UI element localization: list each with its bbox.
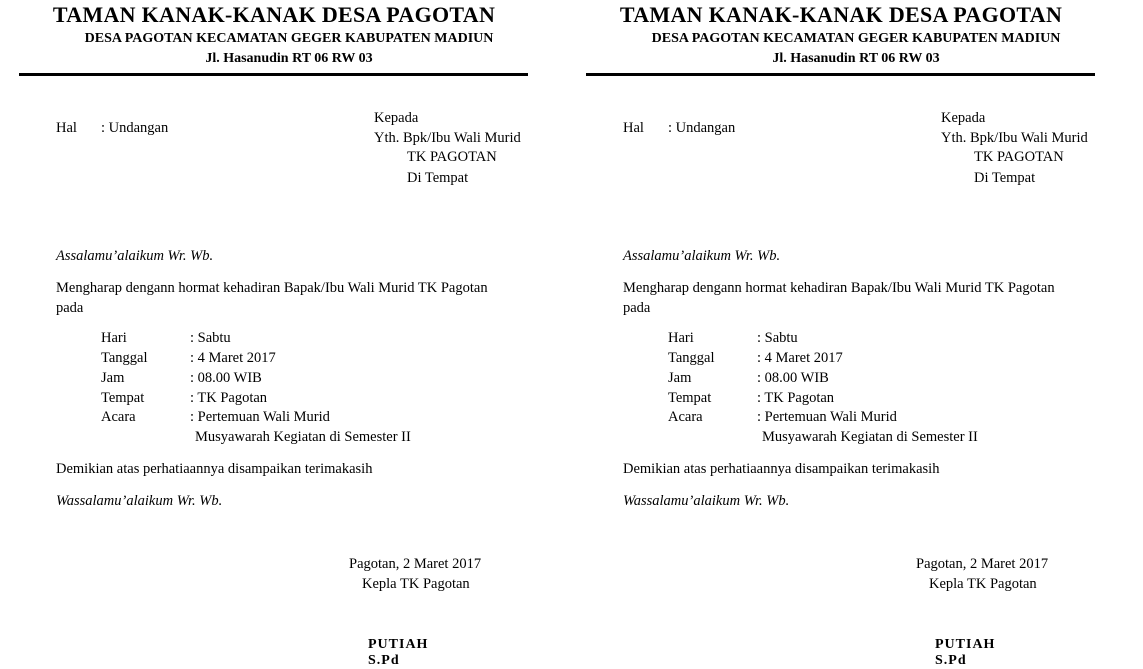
detail-value-acara: : Pertemuan Wali Murid (757, 409, 897, 425)
hal-label: Hal (623, 120, 644, 136)
detail-label-jam: Jam (668, 370, 692, 386)
recipient-line3: Di Tempat (407, 170, 469, 186)
farewell: Wassalamu’alaikum Wr. Wb. (623, 493, 790, 509)
detail-label-acara: Acara (668, 409, 703, 425)
detail-label-jam: Jam (101, 370, 125, 386)
closing: Demikian atas perhatiaannya disampaikan terimakasih (56, 461, 373, 477)
detail-label-tempat: Tempat (668, 390, 712, 406)
header-divider (19, 73, 528, 76)
detail-label-hari: Hari (668, 330, 694, 346)
recipient-line2: TK PAGOTAN (407, 149, 497, 165)
detail-value-tanggal: : 4 Maret 2017 (190, 350, 276, 366)
recipient-line1: Yth. Bpk/Ibu Wali Murid (941, 130, 1088, 146)
detail-label-tanggal: Tanggal (668, 350, 715, 366)
school-name: TAMAN KANAK-KANAK DESA PAGOTAN (52, 2, 496, 27)
letter-left (0, 0, 567, 668)
recipient-line3: Di Tempat (974, 170, 1036, 186)
recipient-line2: TK PAGOTAN (974, 149, 1064, 165)
detail-value-jam: : 08.00 WIB (190, 370, 262, 386)
detail-label-tanggal: Tanggal (101, 350, 148, 366)
detail-label-acara: Acara (101, 409, 136, 425)
detail-value-tempat: : TK Pagotan (190, 390, 268, 406)
recipient-kepada: Kepada (374, 110, 419, 126)
header-divider (586, 73, 1095, 76)
intro-line2: pada (623, 300, 651, 316)
closing: Demikian atas perhatiaannya disampaikan terimakasih (623, 461, 940, 477)
signer-name-cut: PUTIAH S.Pd (368, 637, 429, 668)
farewell: Wassalamu’alaikum Wr. Wb. (56, 493, 223, 509)
school-address: Jl. Hasanudin RT 06 RW 03 (772, 51, 940, 66)
acara-continued: Musyawarah Kegiatan di Semester II (762, 429, 978, 445)
hal-label: Hal (56, 120, 77, 136)
letter-right (567, 0, 1134, 668)
hal-value: : Undangan (101, 120, 169, 136)
hal-value: : Undangan (668, 120, 736, 136)
school-address: Jl. Hasanudin RT 06 RW 03 (205, 51, 373, 66)
school-name: TAMAN KANAK-KANAK DESA PAGOTAN (619, 2, 1063, 27)
intro-line1: Mengharap dengann hormat kehadiran Bapak/Ibu Wali Murid TK Pagotan (623, 280, 1055, 296)
detail-value-hari: : Sabtu (190, 330, 231, 346)
detail-label-tempat: Tempat (101, 390, 145, 406)
detail-value-acara: : Pertemuan Wali Murid (190, 409, 330, 425)
recipient-kepada: Kepada (941, 110, 986, 126)
place-date: Pagotan, 2 Maret 2017 (349, 556, 482, 572)
school-location: DESA PAGOTAN KECAMATAN GEGER KABUPATEN MADIUN (651, 31, 1061, 46)
signer-title: Kepla TK Pagotan (929, 576, 1037, 592)
detail-label-hari: Hari (101, 330, 127, 346)
detail-value-tanggal: : 4 Maret 2017 (757, 350, 843, 366)
signer-title: Kepla TK Pagotan (362, 576, 470, 592)
acara-continued: Musyawarah Kegiatan di Semester II (195, 429, 411, 445)
signer-name-cut: PUTIAH S.Pd (935, 637, 996, 668)
school-location: DESA PAGOTAN KECAMATAN GEGER KABUPATEN MADIUN (84, 31, 494, 46)
greeting: Assalamu’alaikum Wr. Wb. (56, 248, 214, 264)
intro-line1: Mengharap dengann hormat kehadiran Bapak/Ibu Wali Murid TK Pagotan (56, 280, 488, 296)
greeting: Assalamu’alaikum Wr. Wb. (623, 248, 781, 264)
detail-value-jam: : 08.00 WIB (757, 370, 829, 386)
intro-line2: pada (56, 300, 84, 316)
place-date: Pagotan, 2 Maret 2017 (916, 556, 1049, 572)
detail-value-hari: : Sabtu (757, 330, 798, 346)
recipient-line1: Yth. Bpk/Ibu Wali Murid (374, 130, 521, 146)
detail-value-tempat: : TK Pagotan (757, 390, 835, 406)
